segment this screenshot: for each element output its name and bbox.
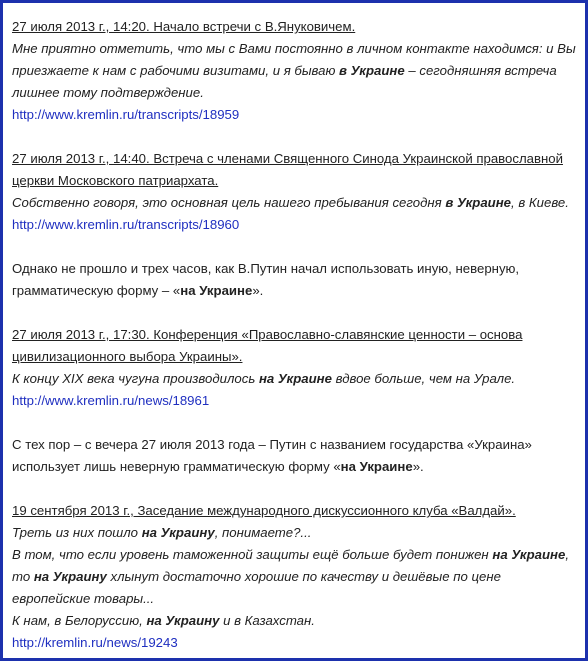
entry-2-quote: Собственно говоря, это основная цель нашего пребывания сегодня в Украине, в Киеве. — [12, 195, 569, 210]
note-2 — [12, 434, 579, 478]
entry-1-quote: Мне приятно отметить, что мы с Вами постоянно в личном контакте находимся: и Вы приезжаете к нам с рабочими визитами, и я бываю в Украине – сегодняшняя встреча лишнее тому подтверждение. — [12, 41, 576, 100]
entry-3-quote: К концу XIX века чугуна производилось на Украине вдвое больше, чем на Урале. — [12, 371, 516, 386]
entry-2 — [12, 148, 579, 236]
entry-4-link[interactable]: http://kremlin.ru/news/19243 — [12, 635, 178, 650]
article-content — [12, 16, 579, 654]
entry-4 — [12, 500, 579, 654]
note-2-text: С тех пор – с вечера 27 июля 2013 года – Путин с названием государства «Украина» использует лишь неверную грамматическую форму «на Украине». — [12, 437, 532, 474]
entry-1-link[interactable]: http://www.kremlin.ru/transcripts/18959 — [12, 107, 240, 122]
entry-2-link[interactable]: http://www.kremlin.ru/transcripts/18960 — [12, 217, 240, 232]
entry-4-quote-2: В том, что если уровень таможенной защиты ещё больше будет понижен на Украине, то на Украину хлынут достаточно хорошие по качеству и дешёвые по цене европейские товары... — [12, 547, 570, 606]
note-1 — [12, 258, 579, 302]
entry-2-heading-line-2: церкви Московского патриархата. — [12, 173, 219, 188]
entry-2-heading-line-1: 27 июля 2013 г., 14:40. Встреча с членами Священного Синода Украинской православной — [12, 151, 563, 166]
entry-4-quote-3: К нам, в Белоруссию, на Украину и в Казахстан. — [12, 613, 315, 628]
entry-3-link[interactable]: http://www.kremlin.ru/news/18961 — [12, 393, 210, 408]
entry-1-heading: 27 июля 2013 г., 14:20. Начало встречи с В.Януковичем. — [12, 19, 356, 34]
note-1-text: Однако не прошло и трех часов, как В.Путин начал использовать иную, неверную, грамматическую форму – «на Украине». — [12, 261, 520, 298]
entry-3-heading-line-2: цивилизационного выбора Украины». — [12, 349, 243, 364]
entry-4-heading: 19 сентября 2013 г., Заседание международного дискуссионного клуба «Валдай». — [12, 503, 516, 518]
entry-3 — [12, 324, 579, 412]
entry-4-quote-1: Треть из них пошло на Украину, понимаете?... — [12, 525, 312, 540]
entry-1 — [12, 16, 579, 126]
entry-3-heading-line-1: 27 июля 2013 г., 17:30. Конференция «Православно-славянские ценности – основа — [12, 327, 523, 342]
